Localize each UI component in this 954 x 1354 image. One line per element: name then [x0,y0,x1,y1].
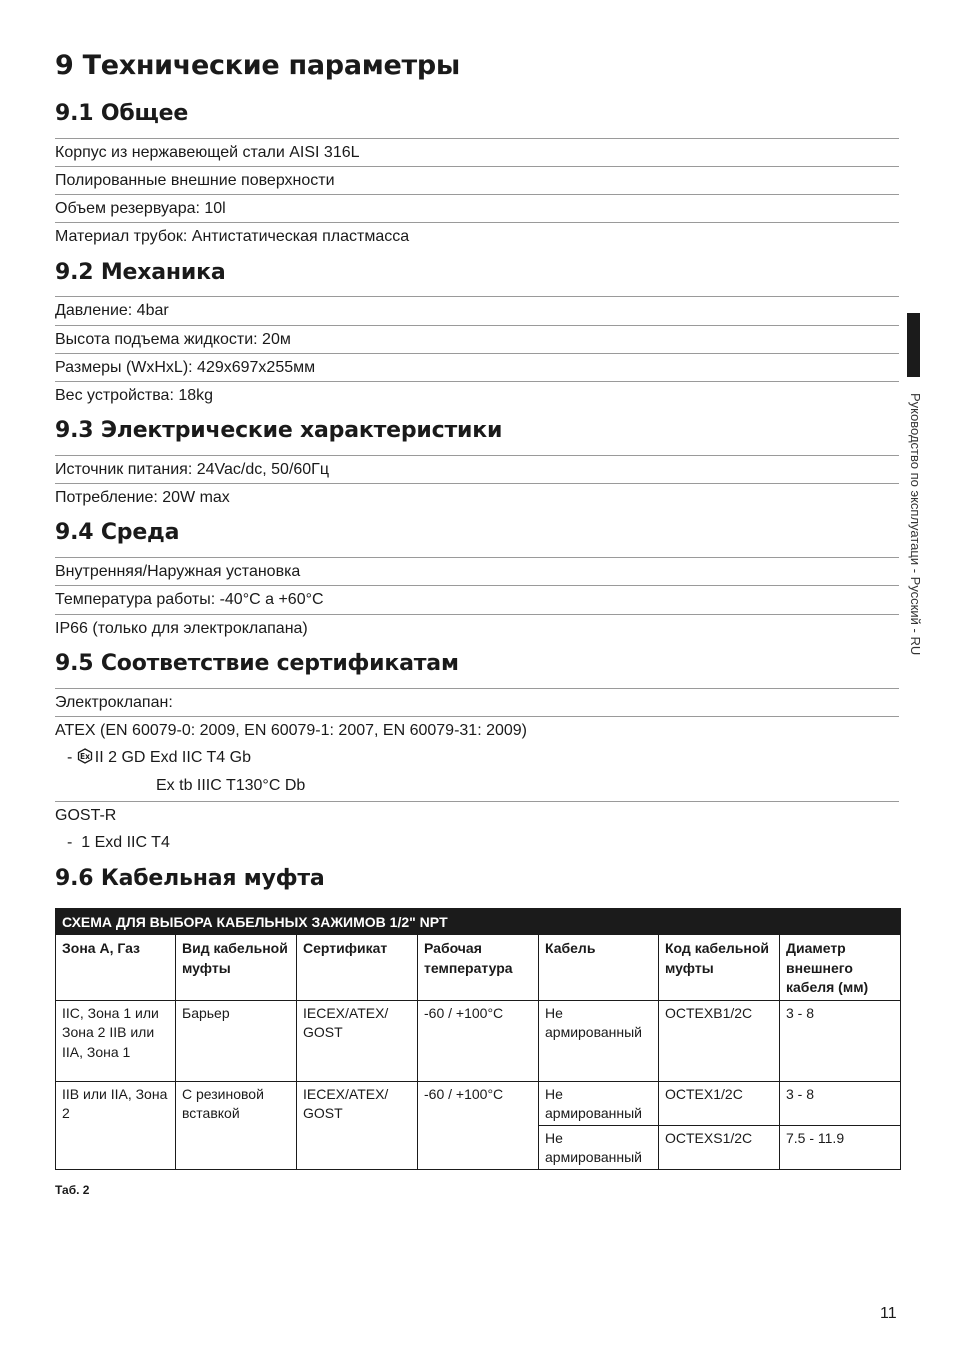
list-dash: - [67,834,73,851]
atex-dust-marking: Ex tb IIIC T130°C Db [156,777,306,794]
spec-line: Высота подъема жидкости: 20м [55,325,899,353]
section-heading-general: 9.1 Общее [55,101,189,126]
table-cell: IECEX/ATEX/ GOST [297,1000,418,1081]
atex-marking-text: II 2 GD Exd IIC T4 Gb [94,749,251,766]
spec-line: Источник питания: 24Vac/dc, 50/60Гц [55,455,899,483]
section-heading-mechanics: 9.2 Механика [55,260,226,285]
section-heading-environment: 9.4 Среда [55,520,180,545]
table-row [56,1000,901,1081]
spec-line: Корпус из нержавеющей стали AISI 316L [55,138,899,166]
spec-line: GOST-R [55,801,899,829]
spec-line: Потребление: 20W max [55,483,899,511]
table-cell: 3 - 8 [780,1081,901,1125]
column-header: Код кабельной муфты [659,935,780,1001]
spec-line: Внутренняя/Наружная установка [55,557,899,585]
gost-marking-text: 1 Exd IIC T4 [81,834,170,851]
page-title: 9 Технические параметры [55,50,461,81]
table-cell: Не армированный [539,1125,659,1169]
side-tab-marker [907,313,920,377]
table-cell: -60 / +100°C [418,1000,539,1081]
table-cell: OCTEX1/2C [659,1081,780,1125]
gost-marking-line [55,829,899,857]
table-cell: С резиновой вставкой [176,1081,297,1169]
column-header: Рабочая температура [418,935,539,1001]
atex-marking-line [55,744,899,772]
table-footnote: Таб. 2 [55,1183,90,1197]
table-cell: OCTEXB1/2C [659,1000,780,1081]
table-cell: Барьер [176,1000,297,1081]
page-number: 11 [880,1305,897,1322]
spec-line: Вес устройства: 18kg [55,381,899,409]
section-heading-electrical: 9.3 Электрические характеристики [55,418,503,443]
spec-line: Объем резервуара: 10l [55,194,899,222]
table-cell: -60 / +100°C [418,1081,539,1169]
table-cell: IECEX/ATEX/ GOST [297,1081,418,1169]
spec-line: Полированные внешние поверхности [55,166,899,194]
table-cell: 7.5 - 11.9 [780,1125,901,1169]
section-heading-certification: 9.5 Соответствие сертификатам [55,651,459,676]
table-cell: Не армированный [539,1000,659,1081]
spec-line: Размеры (WxHxL): 429x697x255мм [55,353,899,381]
table-header-row [56,935,901,1001]
spec-line: Температура работы: -40°C a +60°C [55,585,899,613]
cable-gland-table [55,908,901,1170]
list-dash: - [67,749,73,766]
spec-line: Электроклапан: [55,688,899,716]
table-row [56,1081,901,1125]
spec-line: Материал трубок: Антистатическая пластмасса [55,222,899,250]
table-cell: OCTEXS1/2C [659,1125,780,1169]
column-header: Диаметр внешнего кабеля (мм) [780,935,901,1001]
spec-line: Давление: 4bar [55,296,899,324]
table-cell: 3 - 8 [780,1000,901,1081]
column-header: Зона А, Газ [56,935,176,1001]
side-label: Руководство по эксплуатаци - Русский - RU [908,393,923,656]
spec-line: ATEX (EN 60079-0: 2009, EN 60079-1: 2007, EN 60079-31: 2009) [55,716,899,744]
table-cell: Не армированный [539,1081,659,1125]
column-header: Сертификат [297,935,418,1001]
spec-line: IP66 (только для электроклапана) [55,614,899,642]
svg-text:Ex: Ex [79,752,90,761]
cable-gland-table-wrap [55,908,900,1170]
table-cell: IIC, Зона 1 или Зона 2 IIB или IIA, Зона 1 [56,1000,176,1081]
table-cell: IIB или IIA, Зона 2 [56,1081,176,1169]
column-header: Вид кабельной муфты [176,935,297,1001]
section-heading-cable-gland: 9.6 Кабельная муфта [55,866,325,891]
table-caption: СХЕМА ДЛЯ ВЫБОРА КАБЕЛЬНЫХ ЗАЖИМОВ 1/2" NPT [56,909,901,935]
column-header: Кабель [539,935,659,1001]
ex-hexagon-icon [77,748,93,764]
